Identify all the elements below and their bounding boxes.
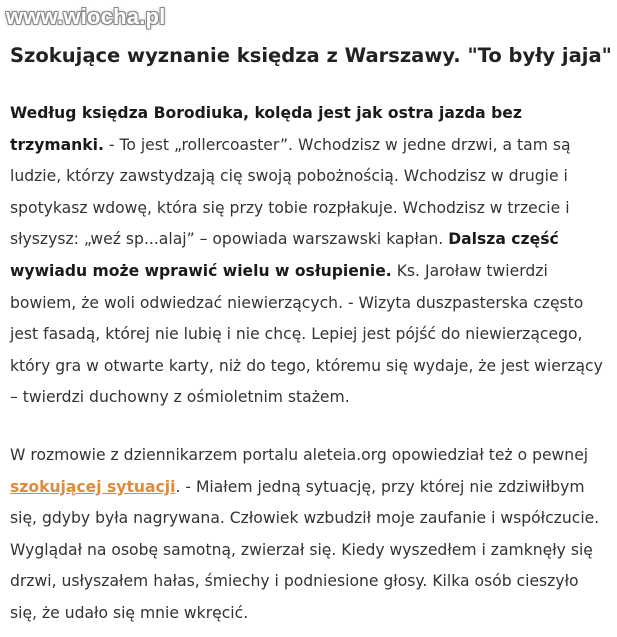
paragraph-text: Ks. Jaroław twierdzi bowiem, że woli odwiedzać niewierzących. - Wizyta duszpasterska często jest fasadą, której nie lubię i nie chcę. Lepiej jest pójść do niewierzącego, który gra w otwarte karty, niż do tego, któremu się wydaje, że jest wierzący – twierdzi duchowny z ośmioletnim stażem. [10, 261, 603, 407]
article-body [10, 98, 610, 630]
bold-highlight: Dalsza część wywiadu może wprawić wielu w osłupienie. [10, 230, 559, 280]
paragraph-text: . - Miałem jedną sytuację, przy której nie zdziwiłbym się, gdyby była nagrywana. Człowiek wzbudził moje zaufanie i współczucie. Wyglądał na osobę samotną, zwierzał się. Kiedy wyszedłem i zamknęły się drzwi, usłyszałem hałas, śmiechy i podniesione głosy. Kilka osób cieszyło się, że udało się mnie wkręcić. [10, 477, 600, 622]
watermark-logo: www.wiocha.pl [6, 4, 166, 29]
article-paragraph-2 [10, 440, 610, 630]
shocking-situation-link[interactable]: szokującej sytuacji [10, 477, 176, 496]
bold-intro: Według księdza Borodiuka, kolęda jest jak ostra jazda bez trzymanki. [10, 104, 522, 154]
article-title: Szokujące wyznanie księdza z Warszawy. "To były jaja" [10, 44, 612, 67]
paragraph-text: - To jest „rollercoaster”. Wchodzisz w jedne drzwi, a tam są ludzie, którzy zawstydzają cię swoją pobożnością. Wchodzisz w drugie i spotykasz wdowę, która się przy tobie rozpłakuje. Wchodzisz w trzecie i słyszysz: „weź sp...alaj” – opowiada warszawski kapłan. [10, 135, 571, 249]
article-paragraph-1 [10, 98, 610, 414]
paragraph-text: W rozmowie z dziennikarzem portalu aleteia.org opowiedział też o pewnej [10, 445, 589, 464]
